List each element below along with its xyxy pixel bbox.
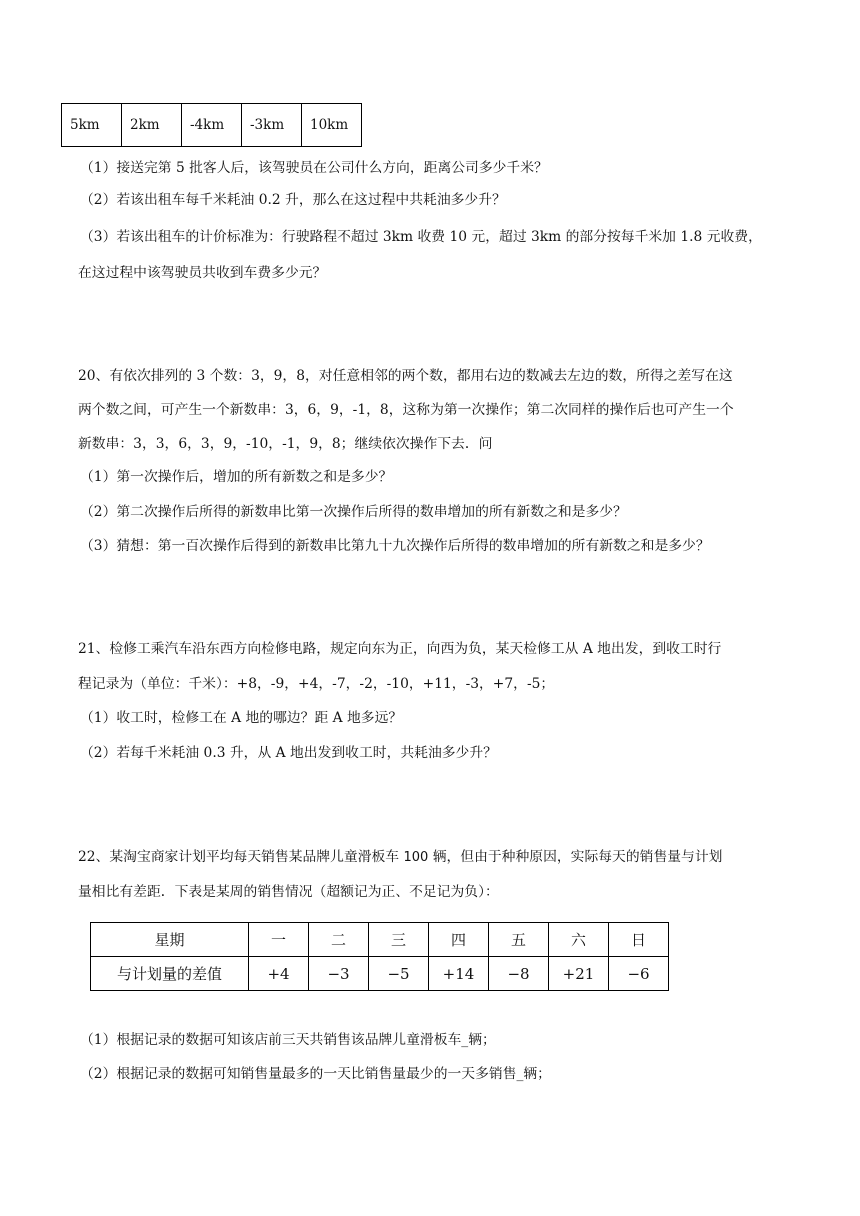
table-row (62, 104, 362, 147)
q19-part3: （3）若该出租车的计价标准为：行驶路程不超过 3km 收费 10 元，超过 3km 的部分按每千米加 1.8 元收费， (80, 229, 762, 245)
q21-line2: 程记录为（单位：千米）：+8，-9，+4，-7，-2，-10，+11，-3，+7，-5； (78, 676, 555, 692)
table-cell: 与计划量的差值 (91, 957, 249, 991)
table-cell: −5 (369, 957, 429, 991)
sales-table (90, 922, 669, 991)
table-cell: 2km (122, 104, 182, 147)
table-cell: −6 (609, 957, 669, 991)
q21-part2: （2）若每千米耗油 0.3 升，从 A 地出发到收工时，共耗油多少升？ (80, 745, 497, 761)
q22-number: 100 (403, 850, 429, 865)
q22-line1-text: 22、某淘宝商家计划平均每天销售某品牌儿童滑板车 (78, 849, 400, 865)
table-row (91, 923, 669, 957)
table-header-cell: 星期 (91, 923, 249, 957)
q20-line1: 20、有依次排列的 3 个数：3，9，8，对任意相邻的两个数，都用右边的数减去左边的数，所得之差写在这 (78, 368, 733, 384)
q20-part3: （3）猜想：第一百次操作后得到的新数串比第九十九次操作后所得的数串增加的所有新数之和是多少？ (80, 538, 710, 554)
q19-part1: （1）接送完第 5 批客人后，该驾驶员在公司什么方向，距离公司多少千米？ (80, 160, 548, 176)
table-cell: +21 (549, 957, 609, 991)
table-cell: −3 (309, 957, 369, 991)
table-header-cell: 二 (309, 923, 369, 957)
q21-line1: 21、检修工乘汽车沿东西方向检修电路，规定向东为正，向西为负，某天检修工从 A 地出发，到收工时行 (78, 641, 722, 657)
q21-part1: （1）收工时，检修工在 A 地的哪边？距 A 地多远？ (80, 710, 403, 726)
table-cell: +4 (249, 957, 309, 991)
table-cell: -3km (242, 104, 302, 147)
q22-line1 (78, 847, 722, 868)
q20-line3: 新数串：3，3，6，3，9，-10，-1，9，8；继续依次操作下去．问 (78, 436, 493, 452)
q19-part3-cont: 在这过程中该驾驶员共收到车费多少元？ (78, 265, 327, 281)
q22-line1-text-end: 辆，但由于种种原因，实际每天的销售量与计划 (432, 849, 723, 865)
table-header-cell: 日 (609, 923, 669, 957)
table-header-cell: 三 (369, 923, 429, 957)
table-cell: −8 (489, 957, 549, 991)
table-header-cell: 五 (489, 923, 549, 957)
q20-line2: 两个数之间，可产生一个新数串：3，6，9，-1，8，这称为第一次操作；第二次同样的操作后也可产生一个 (78, 402, 734, 418)
table-cell: +14 (429, 957, 489, 991)
q19-part2: （2）若该出租车每千米耗油 0.2 升，那么在这过程中共耗油多少升？ (80, 192, 506, 208)
table-cell: 10km (302, 104, 362, 147)
table-cell: -4km (182, 104, 242, 147)
table-header-cell: 六 (549, 923, 609, 957)
table-header-cell: 四 (429, 923, 489, 957)
distance-table (61, 103, 362, 147)
table-header-cell: 一 (249, 923, 309, 957)
table-cell: 5km (62, 104, 122, 147)
q22-line2: 量相比有差距．下表是某周的销售情况（超额记为正、不足记为负）： (78, 884, 499, 900)
q20-part1: （1）第一次操作后，增加的所有新数之和是多少？ (80, 469, 393, 485)
q20-part2: （2）第二次操作后所得的新数串比第一次操作后所得的数串增加的所有新数之和是多少？ (80, 504, 627, 520)
q22-part1: （1）根据记录的数据可知该店前三天共销售该品牌儿童滑板车_辆； (80, 1032, 496, 1048)
q22-part2: （2）根据记录的数据可知销售量最多的一天比销售量最少的一天多销售_辆； (80, 1066, 551, 1082)
table-row (91, 957, 669, 991)
